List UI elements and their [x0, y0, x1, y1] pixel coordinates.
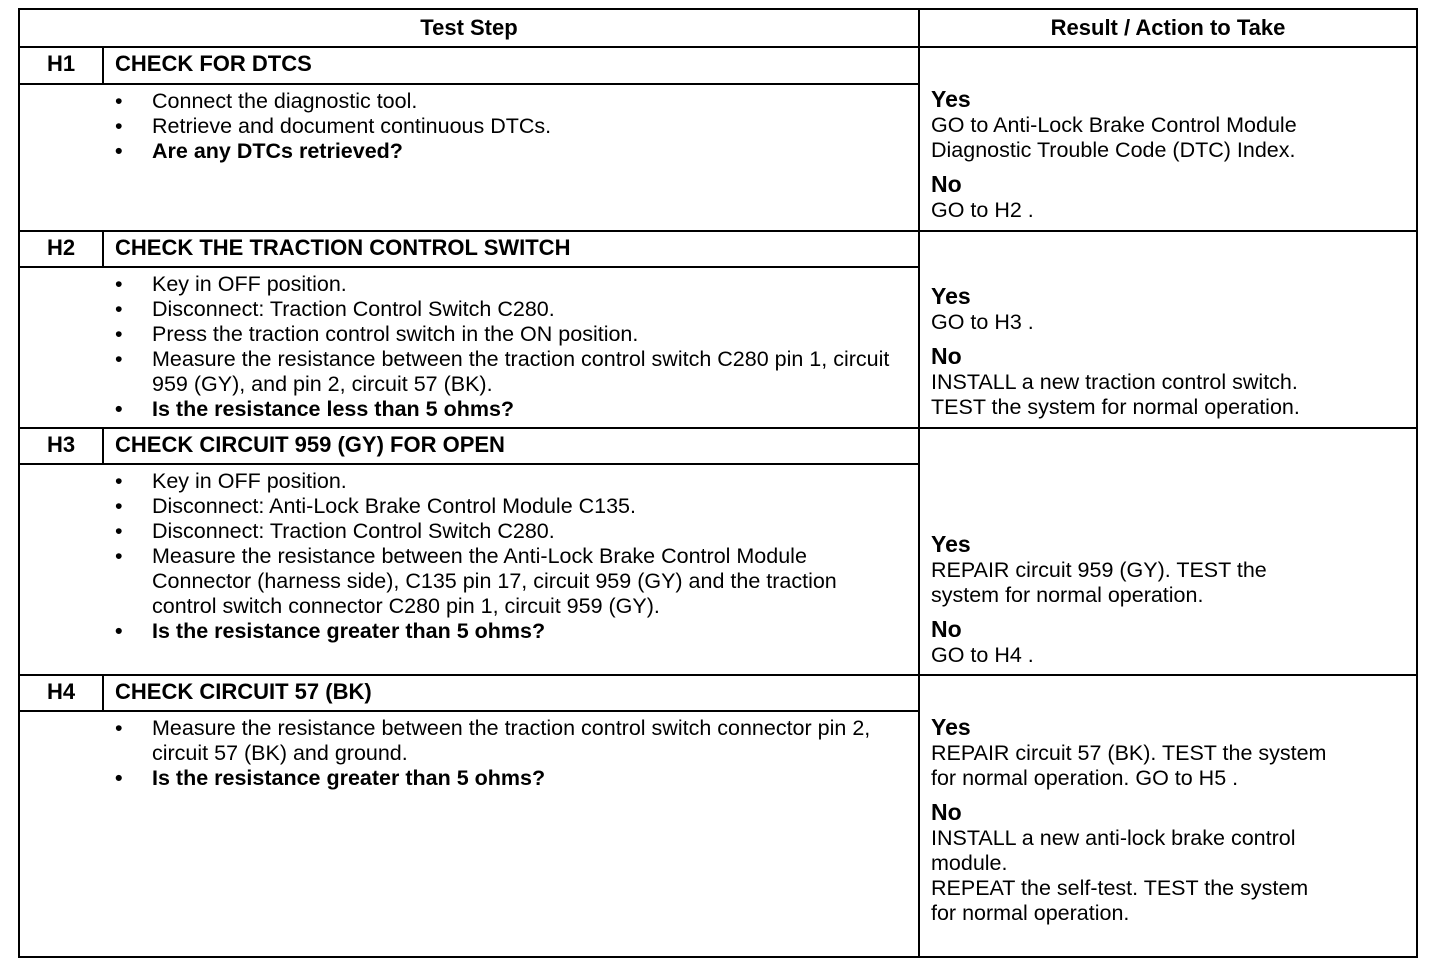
list-item: • Measure the resistance between the traction control switch connector pin 2, circuit 57 (BK) and ground. [115, 716, 871, 765]
id-separator [102, 48, 104, 83]
id-separator [102, 232, 104, 267]
id-separator [102, 676, 104, 711]
yes-action-line: GO to H3 . [931, 310, 1034, 334]
list-item: • Is the resistance greater than 5 ohms? [115, 766, 546, 790]
no-label: No [931, 799, 962, 825]
list-item: • Key in OFF position. [115, 272, 347, 296]
list-item: • Is the resistance less than 5 ohms? [115, 397, 515, 421]
yes-action-line: REPAIR circuit 57 (BK). TEST the system [931, 741, 1327, 765]
title-divider [20, 463, 920, 465]
header-divider [20, 46, 1416, 48]
step-list-h1 [20, 89, 900, 164]
no-action-line: INSTALL a new anti-lock brake control [931, 826, 1296, 850]
yes-label: Yes [931, 714, 971, 740]
header-result: Result / Action to Take [1050, 15, 1286, 40]
row-divider [20, 230, 1416, 232]
yes-action-line: system for normal operation. [931, 583, 1204, 607]
list-item: • Disconnect: Anti-Lock Brake Control Module C135. [115, 494, 636, 518]
yes-label: Yes [931, 283, 971, 309]
list-item: • Key in OFF position. [115, 469, 347, 493]
step-list-h2 [20, 272, 900, 422]
yes-label: Yes [931, 531, 971, 557]
no-action-line: INSTALL a new traction control switch. [931, 370, 1298, 394]
list-item: • Disconnect: Traction Control Switch C280. [115, 297, 555, 321]
step-list-h4 [20, 716, 900, 791]
list-item: • Is the resistance greater than 5 ohms? [115, 619, 546, 643]
result-h1 [931, 86, 1413, 223]
no-action-line: REPEAT the self-test. TEST the system [931, 876, 1309, 900]
title-divider [20, 266, 920, 268]
list-item: • Press the traction control switch in the ON position. [115, 322, 639, 346]
list-item: • Connect the diagnostic tool. [115, 89, 418, 113]
no-label: No [931, 171, 962, 197]
step-id-h2: H2 [46, 235, 76, 260]
no-action-line: TEST the system for normal operation. [931, 395, 1300, 419]
result-h3 [931, 531, 1413, 668]
no-action-line: GO to H4 . [931, 643, 1034, 667]
list-item: • Measure the resistance between the traction control switch C280 pin 1, circuit 959 (GY), and pin 2, circuit 57 (BK). [115, 347, 890, 396]
title-divider [20, 83, 920, 85]
step-title-h1: CHECK FOR DTCS [115, 51, 312, 76]
column-divider [918, 10, 920, 956]
id-separator [102, 429, 104, 464]
yes-action-line: GO to Anti-Lock Brake Control Module [931, 113, 1297, 137]
no-label: No [931, 343, 962, 369]
yes-action-line: REPAIR circuit 959 (GY). TEST the [931, 558, 1267, 582]
no-action-line: for normal operation. [931, 901, 1130, 925]
step-id-h4: H4 [46, 679, 76, 704]
no-action-line: GO to H2 . [931, 198, 1034, 222]
yes-action-line: for normal operation. GO to H5 . [931, 766, 1239, 790]
list-item: • Disconnect: Traction Control Switch C280. [115, 519, 555, 543]
list-item: • Retrieve and document continuous DTCs. [115, 114, 552, 138]
list-item: • Are any DTCs retrieved? [115, 139, 403, 163]
diagnostic-table [18, 8, 1418, 958]
list-item: • Measure the resistance between the Anti-Lock Brake Control Module Connector (harness side), C135 pin 17, circuit 959 (GY) and the traction control switch connector C280 pin 1, circuit 959 (GY). [115, 544, 837, 618]
header-test-step: Test Step [420, 15, 518, 40]
step-id-h1: H1 [46, 51, 76, 76]
result-h4 [931, 714, 1413, 926]
no-action-line: module. [931, 851, 1008, 875]
step-title-h3: CHECK CIRCUIT 959 (GY) FOR OPEN [115, 432, 505, 457]
step-list-h3 [20, 469, 900, 644]
step-title-h4: CHECK CIRCUIT 57 (BK) [115, 679, 372, 704]
yes-label: Yes [931, 86, 971, 112]
no-label: No [931, 616, 962, 642]
row-divider [20, 427, 1416, 429]
title-divider [20, 710, 920, 712]
yes-action-line: Diagnostic Trouble Code (DTC) Index. [931, 138, 1296, 162]
step-title-h2: CHECK THE TRACTION CONTROL SWITCH [115, 235, 571, 260]
result-h2 [931, 283, 1413, 420]
step-id-h3: H3 [46, 432, 76, 457]
row-divider [20, 674, 1416, 676]
